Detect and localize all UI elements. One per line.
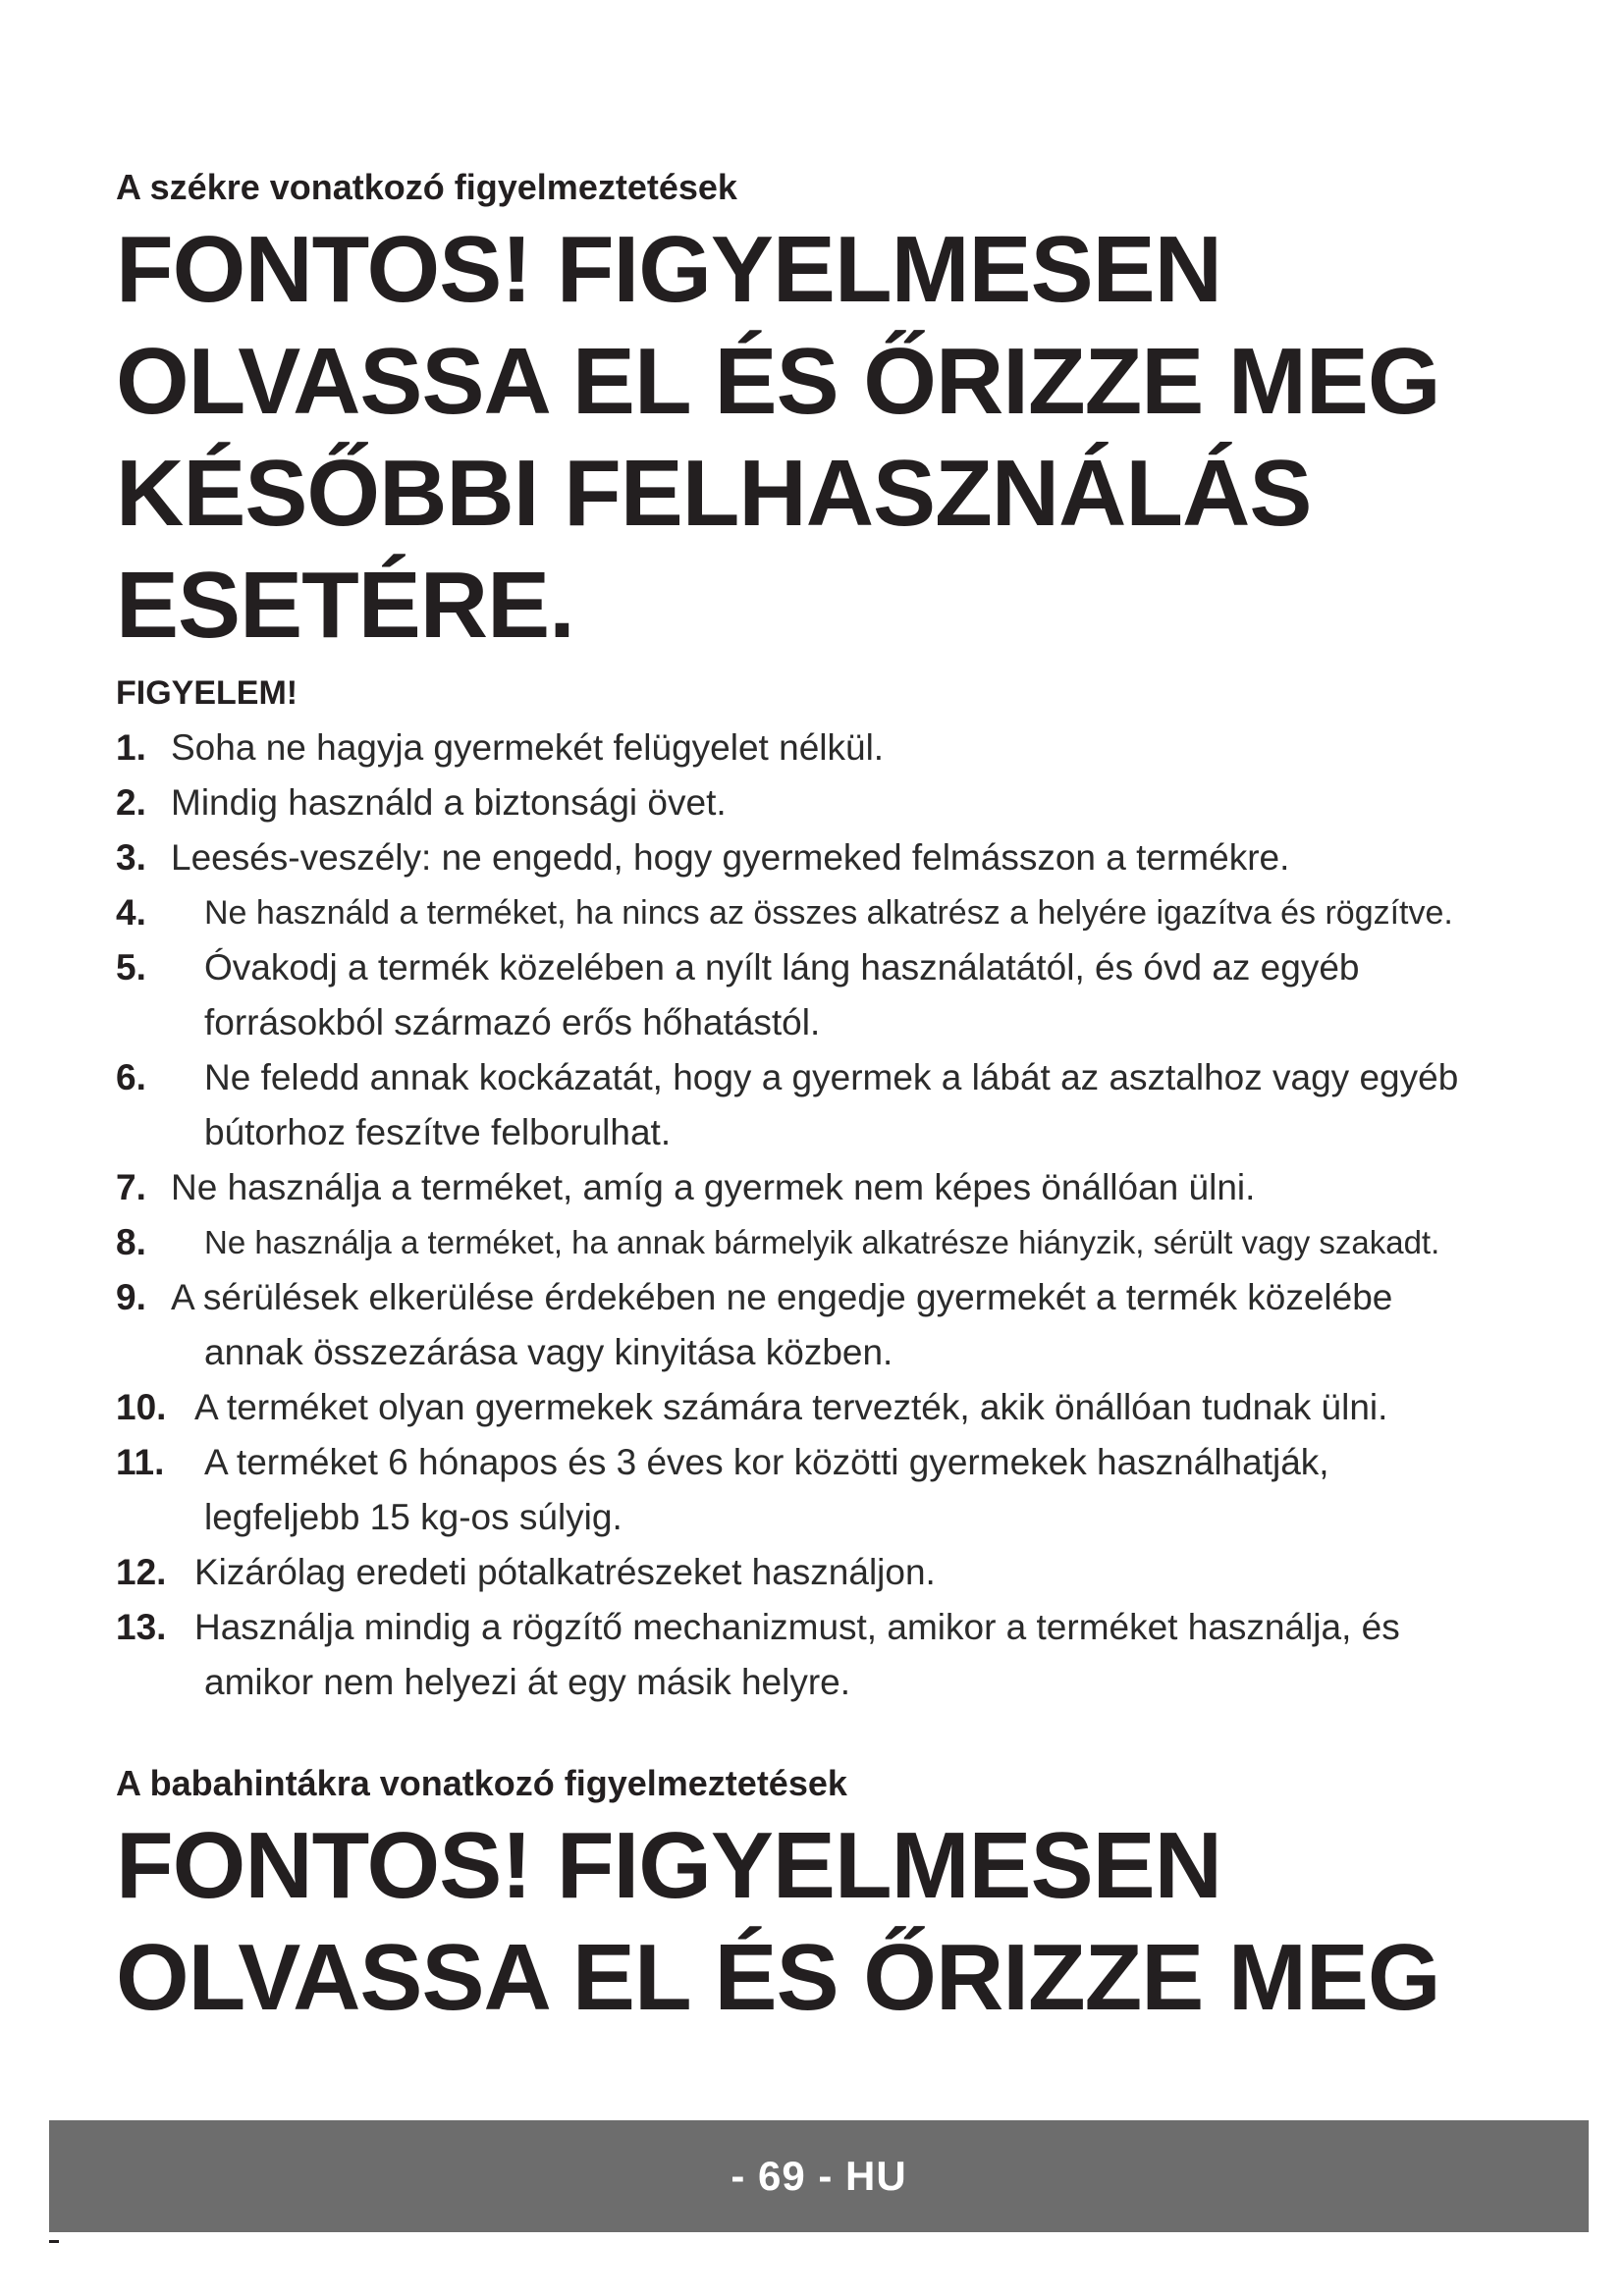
item-text: Használja mindig a rögzítő mechanizmust, amikor a terméket használja, és <box>194 1607 1400 1647</box>
list-item <box>116 1270 1569 1380</box>
item-number: 13. <box>116 1607 167 1647</box>
item-text-continued: amikor nem helyezi át egy másik helyre. <box>204 1662 851 1702</box>
heading-line: OLVASSA EL ÉS ŐRIZZE MEG <box>116 329 1440 434</box>
item-text-continued: legfeljebb 15 kg-os súlyig. <box>204 1497 623 1537</box>
list-item <box>116 1380 1569 1435</box>
list-item <box>116 1600 1569 1710</box>
item-text: Kizárólag eredeti pótalkatrészeket használjon. <box>194 1552 936 1592</box>
item-text: Ne használja a terméket, amíg a gyermek nem képes önállóan ülni. <box>171 1167 1256 1207</box>
important-heading-chair <box>116 214 1569 662</box>
item-number: 5. <box>116 947 146 988</box>
list-item <box>116 721 1569 775</box>
list-item <box>116 830 1569 885</box>
list-item <box>116 1050 1569 1160</box>
item-number: 3. <box>116 837 146 878</box>
item-text: Leesés-veszély: ne engedd, hogy gyermeked felmásszon a termékre. <box>171 837 1290 878</box>
item-number: 4. <box>116 892 146 933</box>
item-text: Ne feledd annak kockázatát, hogy a gyermek a lábát az asztalhoz vagy egyéb <box>204 1057 1459 1097</box>
item-number: 6. <box>116 1057 146 1097</box>
list-item <box>116 885 1569 940</box>
list-item <box>116 1545 1569 1600</box>
heading-line: FONTOS! FIGYELMESEN <box>116 1813 1221 1918</box>
heading-line: ESETÉRE. <box>116 553 574 658</box>
item-text: A terméket 6 hónapos és 3 éves kor közötti gyermekek használhatják, <box>204 1442 1329 1482</box>
swing-warnings-section <box>116 1761 1569 2034</box>
heading-line: KÉSŐBBI FELHASZNÁLÁS <box>116 441 1312 546</box>
page-content <box>116 165 1569 2034</box>
page-footer-bar <box>49 2120 1589 2232</box>
section-subtitle-swing: A babahintákra vonatkozó figyelmeztetések <box>116 1763 847 1803</box>
item-text: Ne használja a terméket, ha annak bármelyik alkatrésze hiányzik, sérült vagy szakadt. <box>204 1224 1440 1260</box>
item-text: A terméket olyan gyermekek számára tervezték, akik önállóan tudnak ülni. <box>194 1387 1388 1427</box>
item-text-continued: bútorhoz feszítve felborulhat. <box>204 1112 672 1152</box>
item-number: 11. <box>116 1442 165 1482</box>
item-text: Soha ne hagyja gyermekét felügyelet nélkül. <box>171 727 885 768</box>
item-text-continued: annak összezárása vagy kinyitása közben. <box>204 1332 893 1372</box>
corner-mark <box>49 2240 59 2243</box>
item-number: 8. <box>116 1222 146 1262</box>
list-item <box>116 1435 1569 1545</box>
warning-list <box>116 721 1569 1710</box>
heading-line: FONTOS! FIGYELMESEN <box>116 217 1221 322</box>
item-text: A sérülések elkerülése érdekében ne engedje gyermekét a termék közelébe <box>171 1277 1393 1317</box>
list-item <box>116 940 1569 1050</box>
item-number: 12. <box>116 1552 167 1592</box>
item-number: 2. <box>116 782 146 823</box>
important-heading-swing <box>116 1810 1569 2034</box>
list-item <box>116 1215 1569 1270</box>
item-text: Ne használd a terméket, ha nincs az összes alkatrész a helyére igazítva és rögzítve. <box>204 894 1453 932</box>
heading-line: OLVASSA EL ÉS ŐRIZZE MEG <box>116 1925 1440 2030</box>
item-number: 1. <box>116 727 146 768</box>
item-text: Óvakodj a termék közelében a nyílt láng használatától, és óvd az egyéb <box>204 947 1360 988</box>
list-item <box>116 775 1569 830</box>
page-number: - 69 - HU <box>731 2153 907 2199</box>
item-number: 10. <box>116 1387 167 1427</box>
item-text: Mindig használd a biztonsági övet. <box>171 782 727 823</box>
warning-label: FIGYELEM! <box>116 674 298 712</box>
item-text-continued: forrásokból származó erős hőhatástól. <box>204 1002 821 1042</box>
item-number: 7. <box>116 1167 146 1207</box>
list-item <box>116 1160 1569 1215</box>
item-number: 9. <box>116 1277 146 1317</box>
section-subtitle-chair: A székre vonatkozó figyelmeztetések <box>116 167 737 207</box>
